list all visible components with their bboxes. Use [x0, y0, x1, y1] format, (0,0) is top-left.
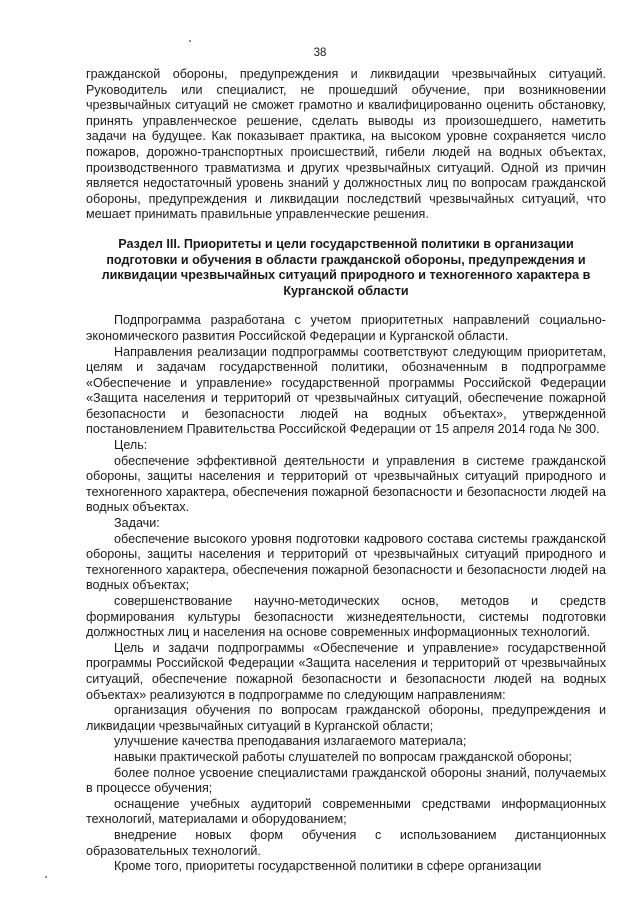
- paragraph: Направления реализации подпрограммы соответствуют следующим приоритетам, целям и задачам государственной политики, обозначенным в подпрограмме «Обеспечение и управление» государственной программы Российской Федерации «Защита населения и территорий от чрезвычайных ситуаций, обеспечение пожарной безопасности и безопасности людей на водных объектах», утвержденной постановлением Правительства Российской Федерации от 15 апреля 2014 года № 300.: [86, 344, 606, 437]
- direction-item: улучшение качества преподавания излагаемого материала;: [114, 734, 467, 749]
- direction-item: оснащение учебных аудиторий современными средствами информационных технологий, материалами и оборудованием;: [86, 796, 606, 827]
- direction-item: навыки практической работы слушателей по вопросам гражданской обороны;: [114, 749, 572, 764]
- scan-speck: [189, 40, 191, 42]
- section-heading: Раздел III. Приоритеты и цели государственной политики в организации подготовки и обучения в области гражданской обороны, предупреждения и ликвидации чрезвычайных ситуаций природного и техногенного характера в Курганской области: [101, 236, 591, 298]
- paragraph: Подпрограмма разработана с учетом приоритетных направлений социально-экономического развития Российской Федерации и Курганской области.: [86, 313, 606, 343]
- goal-text: обеспечение эффективной деятельности и управления в системе гражданской обороны, защиты населения и территорий от чрезвычайных ситуаций природного и техногенного характера, обеспечения пожарной безопасности и безопасности людей на водных объектах.: [86, 453, 606, 515]
- paragraph: Кроме того, приоритеты государственной политики в сфере организации: [114, 859, 542, 874]
- direction-item: внедрение новых форм обучения с использованием дистанционных образовательных технологий.: [86, 827, 606, 858]
- direction-item: более полное усвоение специалистами гражданской обороны знаний, получаемых в процессе обучения;: [86, 765, 606, 796]
- scan-speck: [45, 876, 47, 878]
- document-body: [86, 67, 606, 875]
- intro-paragraph: гражданской обороны, предупреждения и ликвидации чрезвычайных ситуаций. Руководитель или специалист, не прошедший обучение, при возникновении чрезвычайных ситуаций не сможет грамотно и квалифицированно оценить обстановку, принять управленческое решение, сделать выводы из произошедшего, наметить задачи на будущее. Как показывает практика, на высоком уровне сохраняется число пожаров, дорожно-транспортных происшествий, гибели людей на водных объектах, производственного травматизма и других чрезвычайных ситуаций. Одной из причин является недостаточный уровень знаний у должностных лиц по вопросам гражданской обороны, предупреждения и ликвидации последствий чрезвычайных ситуаций, что мешает принимать правильные управленческие решения.: [86, 67, 606, 222]
- goal-label: Цель:: [114, 438, 148, 453]
- task-item: совершенствование научно-методических основ, методов и средств формирования культуры безопасности жизнедеятельности, системы подготовки должностных лиц и населения на основе современных информационных технологий.: [86, 594, 606, 640]
- task-item: обеспечение высокого уровня подготовки кадрового состава системы гражданской обороны, защиты населения и территорий от чрезвычайных ситуаций природного и техногенного характера, обеспечения пожарной безопасности и безопасности людей на водных объектах;: [86, 531, 606, 593]
- direction-item: организация обучения по вопросам гражданской обороны, предупреждения и ликвидации чрезвычайных ситуаций в Курганской области;: [86, 703, 606, 733]
- paragraph: Цель и задачи подпрограммы «Обеспечение и управление» государственной программы Российской Федерации «Защита населения и территорий от чрезвычайных ситуаций, обеспечение пожарной безопасности и безопасности людей на водных объектах» реализуются в подпрограмме по следующим направлениям:: [86, 640, 606, 702]
- page-number: 38: [313, 47, 327, 59]
- tasks-label: Задачи:: [114, 516, 160, 531]
